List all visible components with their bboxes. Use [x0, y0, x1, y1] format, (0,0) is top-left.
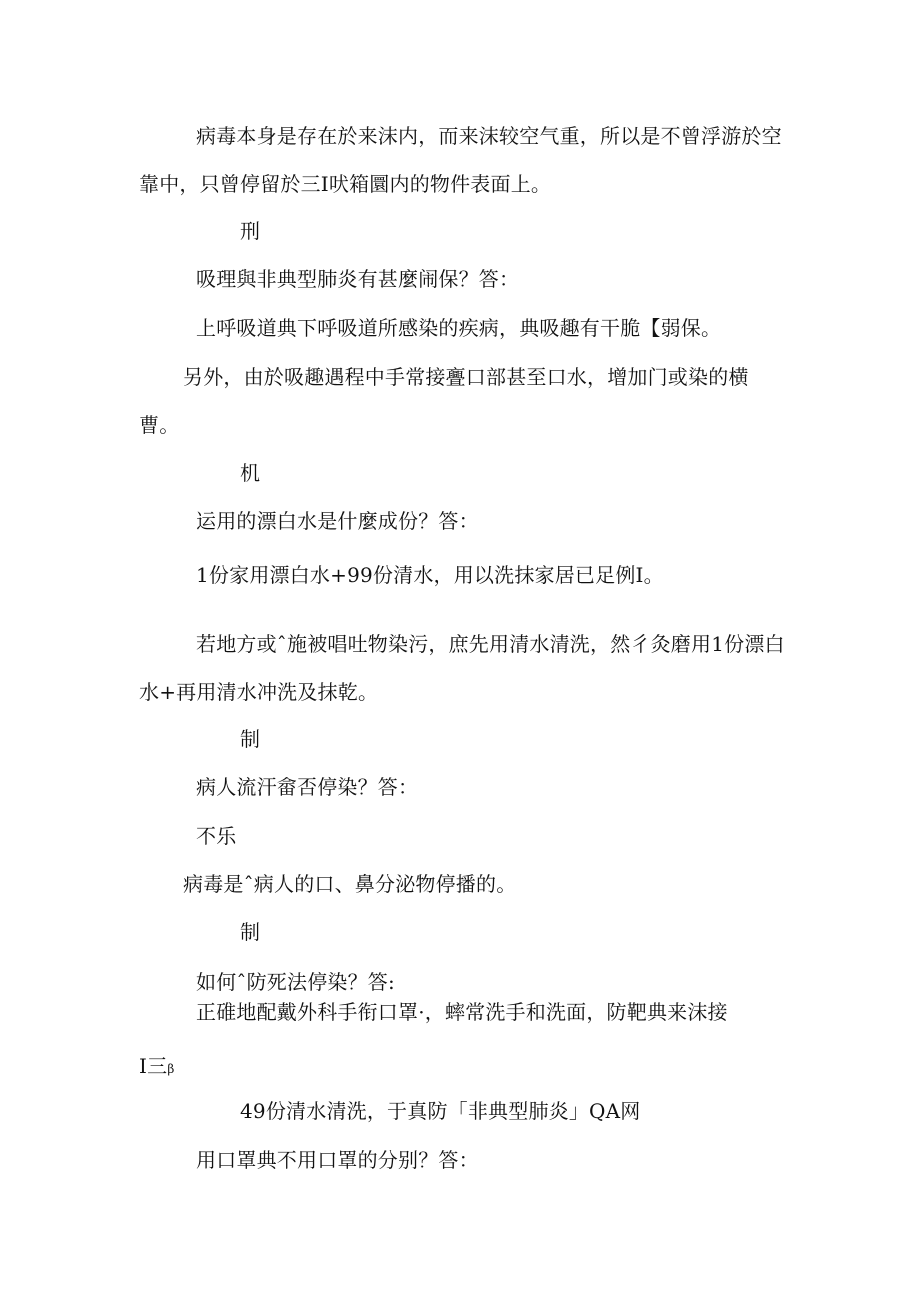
answer-line: 不乐: [196, 824, 237, 848]
answer-line: 正碓地配戴外科手衔口罩·，蟀常洗手和洗面，防靶典来沫接: [196, 1000, 728, 1024]
paragraph-line: 另外，由於吸趣遇程中手常接亹口部甚至口水，增加门或染的横: [183, 365, 749, 389]
paragraph-line: 病毒是ˆ病人的口、鼻分泌物停播的。: [183, 872, 517, 896]
question-line: 用口罩典不用口罩的分别？答：: [196, 1148, 479, 1172]
paragraph-line: 靠中，只曾停留於三I吠箱圜内的物件表面上。: [139, 172, 552, 196]
paragraph-line: 水+再用清水冲洗及抹乾。: [139, 680, 379, 704]
question-line: 运用的漂白水是什麼成份？答：: [196, 509, 479, 533]
footer-line: 49份清水清洗，于真防「非典型肺炎」QA网: [240, 1099, 641, 1123]
fragment-line: [139, 1052, 174, 1083]
section-mark: 刑: [240, 219, 260, 243]
section-mark: 制: [240, 727, 260, 751]
question-line: 如何ˆ防死法停染？答:: [196, 970, 395, 994]
paragraph-line: 若地方或ˆ施被唱吐物染污，庶先用清水清洗，然彳灸磨用1份漂白: [196, 632, 785, 656]
fragment-text: I三: [139, 1054, 168, 1078]
section-mark: 制: [240, 920, 260, 944]
question-line: 吸理與非典型肺炎有甚麼闹保？答：: [196, 267, 520, 291]
fragment-beta: β: [167, 1062, 175, 1076]
answer-line: 1份家用漂白水+99份清水，用以洗抹家居已足例I。: [196, 563, 664, 587]
paragraph-line: 曹。: [139, 413, 180, 437]
answer-line: 上呼吸道典下呼吸道所感染的疾病，典吸趣有干脆【弱保。: [196, 316, 722, 340]
paragraph-line: 病毒本身是存在於来沫内，而来沫较空气重，所以是不曾浮游於空: [196, 124, 782, 148]
section-mark: 机: [240, 461, 260, 485]
question-line: 病人流汗畲否停染？答：: [196, 775, 419, 799]
